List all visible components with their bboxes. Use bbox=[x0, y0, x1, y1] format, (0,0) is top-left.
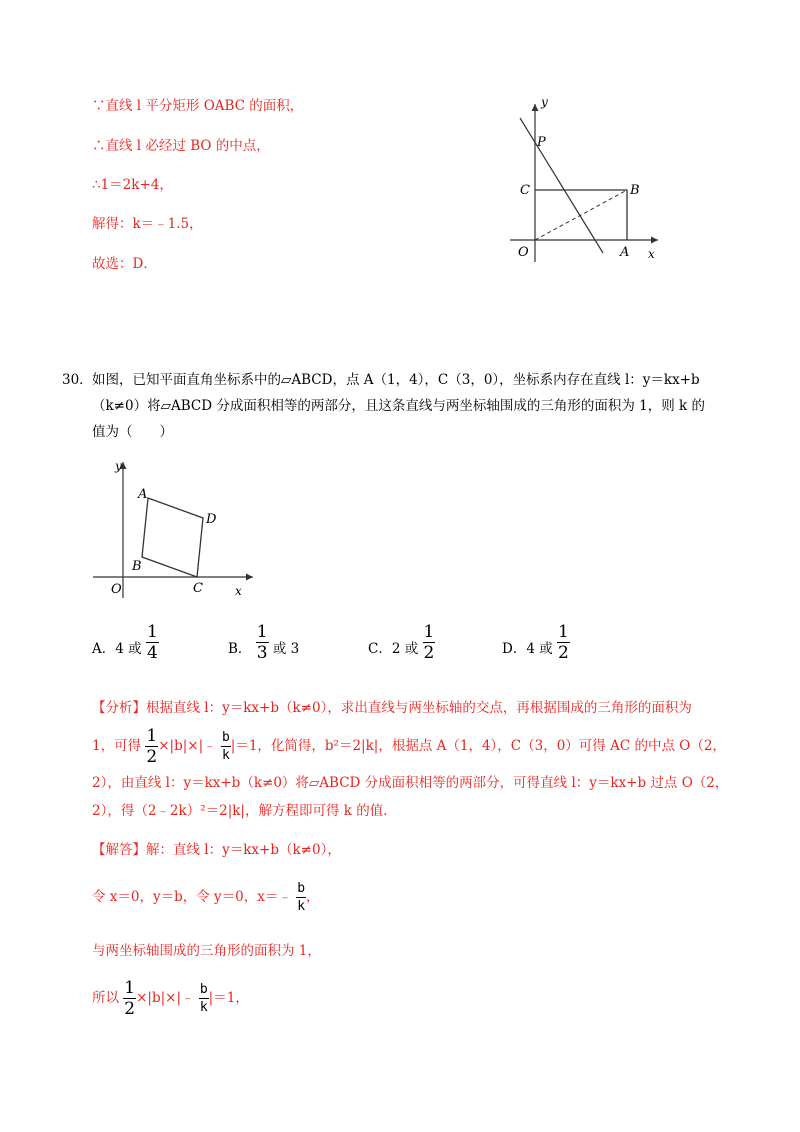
fraction-b-over-k: $\frac{b}{k}$ bbox=[199, 982, 208, 1015]
analysis-line-3: 2），由直线 l：y＝kx+b（k≠0）将▱ABCD 分成面积相等的两部分，可得直线 l：y＝kx+b 过点 O（2， bbox=[92, 775, 729, 791]
answer-tag: 【解答】 bbox=[92, 842, 146, 858]
parallelogram-figure bbox=[85, 450, 265, 610]
rectangle-figure bbox=[500, 90, 680, 270]
answer-text-4-pre: 所以 bbox=[92, 990, 119, 1006]
option-a-fraction: $\frac{1}{4}$ bbox=[146, 622, 158, 663]
option-c-prefix: C．2 或 bbox=[368, 641, 419, 657]
answer-line-4 bbox=[92, 978, 249, 1019]
question-line-3: 值为（ ） bbox=[92, 424, 173, 440]
answer-text-2-pre: 令 x＝0，y＝b，令 y＝0，x＝﹣ bbox=[92, 889, 292, 905]
label-b: B bbox=[132, 559, 142, 574]
option-d-prefix: D．4 或 bbox=[502, 641, 553, 657]
solution-line-2: ∴直线 l 必经过 BO 的中点， bbox=[92, 138, 270, 154]
diagonal-ob bbox=[535, 190, 627, 240]
label-o: O bbox=[111, 582, 122, 597]
fraction-b-over-k: $\frac{b}{k}$ bbox=[297, 881, 306, 914]
solution-line-1: ∵直线 l 平分矩形 OABC 的面积， bbox=[92, 98, 304, 114]
label-y: y bbox=[541, 95, 548, 109]
question-line-1: 如图，已知平面直角坐标系中的▱ABCD，点 A（1，4），C（3，0），坐标系内存在直线 l：y＝kx+b bbox=[92, 372, 700, 388]
question-line-2: （k≠0）将▱ABCD 分成面积相等的两部分，且这条直线与两坐标轴围成的三角形的面积为 1，则 k 的 bbox=[92, 398, 705, 414]
solution-line-4: 解得：k＝﹣1.5， bbox=[92, 216, 203, 232]
label-x: x bbox=[235, 584, 242, 598]
fraction-one-half: $\frac{1}{2}$ bbox=[146, 726, 158, 767]
option-d-fraction: $\frac{1}{2}$ bbox=[558, 622, 569, 663]
label-d: D bbox=[206, 512, 217, 527]
answer-line-2 bbox=[92, 880, 320, 915]
analysis-line-4: 2），得（2﹣2k）²＝2|k|，解方程即可得 k 的值． bbox=[92, 803, 397, 819]
option-b-prefix: B． bbox=[228, 641, 252, 657]
option-a[interactable] bbox=[92, 622, 159, 663]
answer-line-1 bbox=[92, 840, 341, 860]
answer-line-3: 与两坐标轴围成的三角形的面积为 1， bbox=[92, 943, 321, 959]
answer-text-4-mid: ×|b|×|﹣ bbox=[136, 990, 195, 1006]
analysis-text-1: 根据直线 l：y＝kx+b（k≠0），求出直线与两坐标轴的交点，再根据围成的三角形的面积为 bbox=[146, 700, 692, 716]
analysis-text-2-post: |＝1，化简得，b²＝2|k|，根据点 A（1，4），C（3，0）可得 AC 的中点 O（2， bbox=[230, 738, 726, 754]
label-o: O bbox=[518, 245, 529, 260]
label-c: C bbox=[193, 581, 203, 596]
answer-text-1: 解：直线 l：y＝kx+b（k≠0）， bbox=[146, 842, 341, 858]
line-l bbox=[520, 118, 603, 253]
analysis-line-1 bbox=[92, 698, 692, 718]
solution-line-5: 故选：D． bbox=[92, 256, 157, 272]
analysis-line-2 bbox=[92, 726, 726, 767]
answer-text-2-post: ， bbox=[306, 889, 320, 905]
parallelogram-abcd bbox=[142, 498, 203, 577]
label-x: x bbox=[648, 247, 655, 261]
option-a-prefix: A．4 或 bbox=[92, 641, 142, 657]
analysis-text-2-pre: 1，可得 bbox=[92, 738, 142, 754]
question-number: 30． bbox=[62, 372, 93, 388]
label-y: y bbox=[115, 459, 122, 473]
option-b-fraction: $\frac{1}{3}$ bbox=[256, 622, 268, 663]
fraction-b-over-k: $\frac{b}{k}$ bbox=[221, 730, 230, 763]
label-b: B bbox=[630, 183, 640, 198]
analysis-tag: 【分析】 bbox=[92, 700, 146, 716]
solution-line-3: ∴1＝2k+4， bbox=[92, 177, 173, 193]
label-a: A bbox=[620, 245, 630, 260]
option-c[interactable] bbox=[368, 622, 435, 663]
answer-text-4-post: |＝1， bbox=[208, 990, 249, 1006]
label-p: P bbox=[537, 135, 546, 150]
label-a: A bbox=[138, 487, 148, 502]
option-c-fraction: $\frac{1}{2}$ bbox=[423, 622, 435, 663]
option-b-suffix: 或 3 bbox=[272, 641, 300, 657]
option-b[interactable] bbox=[228, 622, 300, 663]
analysis-text-2-mid: ×|b|×|﹣ bbox=[158, 738, 217, 754]
label-c: C bbox=[520, 183, 530, 198]
fraction-one-half: $\frac{1}{2}$ bbox=[124, 978, 136, 1019]
option-d[interactable] bbox=[502, 622, 570, 663]
